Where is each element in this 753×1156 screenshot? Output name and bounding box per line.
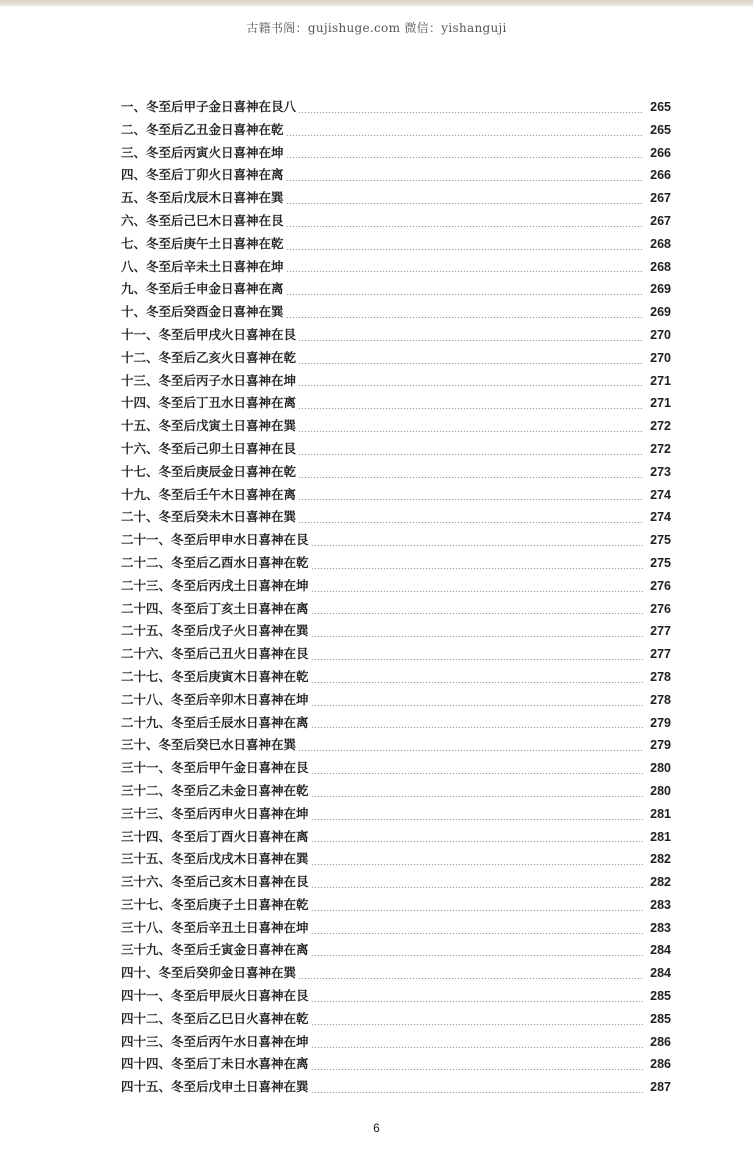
toc-entry-page: 284 (650, 966, 671, 981)
toc-entry-page: 267 (650, 213, 671, 228)
toc-entry[interactable] (121, 529, 671, 552)
toc-entry[interactable] (121, 392, 671, 415)
toc-entry-title: 二十、冬至后癸未木日喜神在巽 (121, 509, 297, 525)
dot-leader (286, 135, 643, 136)
toc-entry-page: 270 (650, 327, 671, 342)
toc-entry[interactable] (121, 598, 671, 621)
dot-leader (286, 317, 643, 318)
dot-leader (298, 477, 643, 478)
toc-entry[interactable] (121, 256, 671, 279)
toc-entry[interactable] (121, 871, 671, 894)
dot-leader (311, 568, 643, 569)
toc-entry-title: 三十三、冬至后丙申火日喜神在坤 (121, 805, 309, 821)
dot-leader (298, 408, 643, 409)
toc-entry[interactable] (121, 461, 671, 484)
toc-entry-page: 271 (650, 396, 671, 411)
toc-entry[interactable] (121, 575, 671, 598)
toc-entry-title: 十七、冬至后庚辰金日喜神在乾 (121, 463, 297, 479)
dot-leader (298, 340, 643, 341)
toc-entry-page: 282 (650, 875, 671, 890)
toc-entry[interactable] (121, 780, 671, 803)
toc-entry-title: 二十五、冬至后戊子火日喜神在巽 (121, 623, 309, 639)
toc-entry[interactable] (121, 1008, 671, 1031)
toc-entry[interactable] (121, 164, 671, 187)
toc-entry-title: 四十、冬至后癸卯金日喜神在巽 (121, 965, 297, 981)
toc-entry[interactable] (121, 734, 671, 757)
toc-entry[interactable] (121, 1053, 671, 1076)
toc-entry[interactable] (121, 803, 671, 826)
dot-leader (311, 841, 643, 842)
toc-entry-page: 268 (650, 259, 671, 274)
toc-entry-page: 275 (650, 533, 671, 548)
toc-entry[interactable] (121, 826, 671, 849)
dot-leader (311, 705, 643, 706)
toc-entry-title: 二十八、冬至后辛卯木日喜神在坤 (121, 691, 309, 707)
toc-entry-page: 268 (650, 236, 671, 251)
toc-entry-page: 275 (650, 555, 671, 570)
dot-leader (311, 773, 643, 774)
toc-entry[interactable] (121, 119, 671, 142)
toc-entry-title: 二十三、冬至后丙戌土日喜神在坤 (121, 577, 309, 593)
toc-entry-page: 271 (650, 373, 671, 388)
toc-entry-page: 269 (650, 305, 671, 320)
toc-entry[interactable] (121, 985, 671, 1008)
toc-entry-page: 270 (650, 350, 671, 365)
toc-entry-page: 281 (650, 829, 671, 844)
toc-entry-title: 十五、冬至后戊寅土日喜神在巽 (121, 418, 297, 434)
toc-entry-page: 273 (650, 464, 671, 479)
toc-entry-page: 279 (650, 715, 671, 730)
toc-entry-title: 三十六、冬至后己亥木日喜神在艮 (121, 874, 309, 890)
toc-entry-title: 三十一、冬至后甲午金日喜神在艮 (121, 760, 309, 776)
toc-entry-title: 六、冬至后己巳木日喜神在艮 (121, 212, 284, 228)
dot-leader (286, 203, 643, 204)
toc-entry-title: 七、冬至后庚午土日喜神在乾 (121, 235, 284, 251)
toc-entry-title: 二十七、冬至后庚寅木日喜神在乾 (121, 668, 309, 684)
toc-entry[interactable] (121, 917, 671, 940)
toc-entry-page: 285 (650, 989, 671, 1004)
toc-entry-title: 三十九、冬至后壬寅金日喜神在离 (121, 942, 309, 958)
toc-entry-title: 八、冬至后辛未土日喜神在坤 (121, 258, 284, 274)
toc-entry-title: 二十四、冬至后丁亥土日喜神在离 (121, 600, 309, 616)
dot-leader (311, 659, 643, 660)
toc-entry-title: 三十五、冬至后戊戌木日喜神在巽 (121, 851, 309, 867)
toc-entry-title: 二、冬至后乙丑金日喜神在乾 (121, 121, 284, 137)
toc-entry-page: 277 (650, 647, 671, 662)
toc-entry[interactable] (121, 187, 671, 210)
dot-leader (311, 1092, 643, 1093)
toc-entry[interactable] (121, 484, 671, 507)
toc-entry[interactable] (121, 757, 671, 780)
dot-leader (311, 933, 643, 934)
toc-entry-title: 一、冬至后甲子金日喜神在艮八 (121, 99, 297, 114)
dot-leader (298, 112, 643, 113)
toc-entry-page: 276 (650, 601, 671, 616)
toc-entry-title: 三十八、冬至后辛丑土日喜神在坤 (121, 919, 309, 935)
toc-entry-page: 274 (650, 510, 671, 525)
dot-leader (311, 1047, 643, 1048)
dot-leader (311, 682, 643, 683)
toc-entry[interactable] (121, 347, 671, 370)
toc-entry-title: 十四、冬至后丁丑水日喜神在离 (121, 395, 297, 411)
dot-leader (311, 1001, 643, 1002)
dot-leader (286, 294, 643, 295)
toc-entry-page: 279 (650, 738, 671, 753)
toc-entry-title: 三十、冬至后癸巳水日喜神在巽 (121, 737, 297, 753)
toc-entry[interactable] (121, 210, 671, 233)
page-number: 6 (373, 1121, 380, 1135)
toc-entry[interactable] (121, 894, 671, 917)
toc-entry-page: 266 (650, 168, 671, 183)
toc-entry-title: 四十一、冬至后甲辰火日喜神在艮 (121, 988, 309, 1004)
toc-entry[interactable] (121, 939, 671, 962)
toc-entry-title: 四十二、冬至后乙巳日火喜神在乾 (121, 1010, 309, 1026)
toc-entry-title: 二十一、冬至后甲申水日喜神在艮 (121, 532, 309, 548)
toc-entry-title: 三、冬至后丙寅火日喜神在坤 (121, 144, 284, 160)
toc-entry[interactable] (121, 1076, 671, 1099)
toc-entry-title: 四十四、冬至后丁未日水喜神在离 (121, 1056, 309, 1072)
dot-leader (286, 180, 643, 181)
toc-entry-title: 四十三、冬至后丙午水日喜神在坤 (121, 1033, 309, 1049)
toc-entry-title: 十三、冬至后丙子水日喜神在坤 (121, 372, 297, 388)
dot-leader (311, 819, 643, 820)
toc-entry-page: 283 (650, 920, 671, 935)
toc-entry[interactable] (121, 689, 671, 712)
dot-leader (286, 157, 643, 158)
toc-entry[interactable] (121, 620, 671, 643)
dot-leader (311, 796, 643, 797)
toc-entry[interactable] (121, 301, 671, 324)
toc-entry[interactable] (121, 962, 671, 985)
dot-leader (311, 727, 643, 728)
toc-entry-page: 269 (650, 282, 671, 297)
dot-leader (311, 887, 643, 888)
toc-entry-page: 282 (650, 852, 671, 867)
toc-entry[interactable] (121, 848, 671, 871)
toc-entry-title: 二十二、冬至后乙酉水日喜神在乾 (121, 554, 309, 570)
toc-entry[interactable] (121, 370, 671, 393)
dot-leader (311, 955, 643, 956)
toc-entry-page: 281 (650, 806, 671, 821)
dot-leader (311, 591, 643, 592)
toc-entry-page: 280 (650, 783, 671, 798)
dot-leader (298, 750, 643, 751)
toc-entry[interactable] (121, 666, 671, 689)
toc-entry-page: 285 (650, 1011, 671, 1026)
toc-entry-page: 274 (650, 487, 671, 502)
toc-entry-title: 四十五、冬至后戊申土日喜神在巽 (121, 1079, 309, 1095)
toc-entry-page: 272 (650, 419, 671, 434)
toc-entry-page: 283 (650, 897, 671, 912)
toc-entry-title: 五、冬至后戊辰木日喜神在巽 (121, 190, 284, 206)
table-of-contents (121, 96, 671, 1099)
toc-entry-page: 265 (650, 122, 671, 137)
toc-entry-title: 三十七、冬至后庚子土日喜神在乾 (121, 896, 309, 912)
toc-entry[interactable] (121, 278, 671, 301)
dot-leader (286, 249, 643, 250)
toc-entry[interactable] (121, 96, 671, 119)
toc-entry-page: 286 (650, 1034, 671, 1049)
toc-entry[interactable] (121, 142, 671, 165)
toc-entry[interactable] (121, 233, 671, 256)
page-header: 古籍书阁：gujishuge.com 微信：yishanguji (246, 21, 507, 35)
toc-entry-title: 十六、冬至后己卯土日喜神在艮 (121, 440, 297, 456)
toc-entry-title: 十、冬至后癸酉金日喜神在巽 (121, 304, 284, 320)
toc-entry-page: 272 (650, 441, 671, 456)
toc-entry[interactable] (121, 1031, 671, 1054)
toc-entry[interactable] (121, 712, 671, 735)
toc-entry-title: 二十九、冬至后壬辰水日喜神在离 (121, 714, 309, 730)
dot-leader (298, 363, 643, 364)
dot-leader (311, 636, 643, 637)
toc-entry-page: 265 (650, 100, 671, 114)
toc-entry-page: 284 (650, 943, 671, 958)
toc-entry[interactable] (121, 643, 671, 666)
toc-entry[interactable] (121, 438, 671, 461)
toc-entry-title: 三十二、冬至后乙未金日喜神在乾 (121, 782, 309, 798)
toc-entry-title: 十二、冬至后乙亥火日喜神在乾 (121, 349, 297, 365)
toc-entry-page: 286 (650, 1057, 671, 1072)
dot-leader (311, 613, 643, 614)
dot-leader (298, 385, 643, 386)
toc-entry[interactable] (121, 506, 671, 529)
toc-entry-title: 十一、冬至后甲戌火日喜神在艮 (121, 326, 297, 342)
toc-entry-page: 277 (650, 624, 671, 639)
dot-leader (311, 864, 643, 865)
dot-leader (311, 910, 643, 911)
dot-leader (286, 271, 643, 272)
toc-entry[interactable] (121, 324, 671, 347)
toc-entry-page: 267 (650, 191, 671, 206)
toc-entry-title: 十九、冬至后壬午木日喜神在离 (121, 486, 297, 502)
dot-leader (311, 545, 643, 546)
toc-entry-title: 二十六、冬至后己丑火日喜神在艮 (121, 646, 309, 662)
top-border (0, 0, 753, 6)
dot-leader (298, 522, 643, 523)
toc-entry-title: 三十四、冬至后丁酉火日喜神在离 (121, 828, 309, 844)
dot-leader (298, 431, 643, 432)
toc-entry-page: 278 (650, 669, 671, 684)
dot-leader (286, 226, 643, 227)
toc-entry-page: 280 (650, 761, 671, 776)
toc-entry-title: 四、冬至后丁卯火日喜神在离 (121, 167, 284, 183)
dot-leader (298, 978, 643, 979)
toc-entry-page: 278 (650, 692, 671, 707)
toc-entry-title: 九、冬至后壬申金日喜神在离 (121, 281, 284, 297)
dot-leader (311, 1069, 643, 1070)
dot-leader (298, 499, 643, 500)
dot-leader (298, 454, 643, 455)
toc-entry[interactable] (121, 552, 671, 575)
toc-entry-page: 266 (650, 145, 671, 160)
toc-entry-page: 276 (650, 578, 671, 593)
toc-entry[interactable] (121, 415, 671, 438)
toc-entry-page: 287 (650, 1080, 671, 1095)
dot-leader (311, 1024, 643, 1025)
